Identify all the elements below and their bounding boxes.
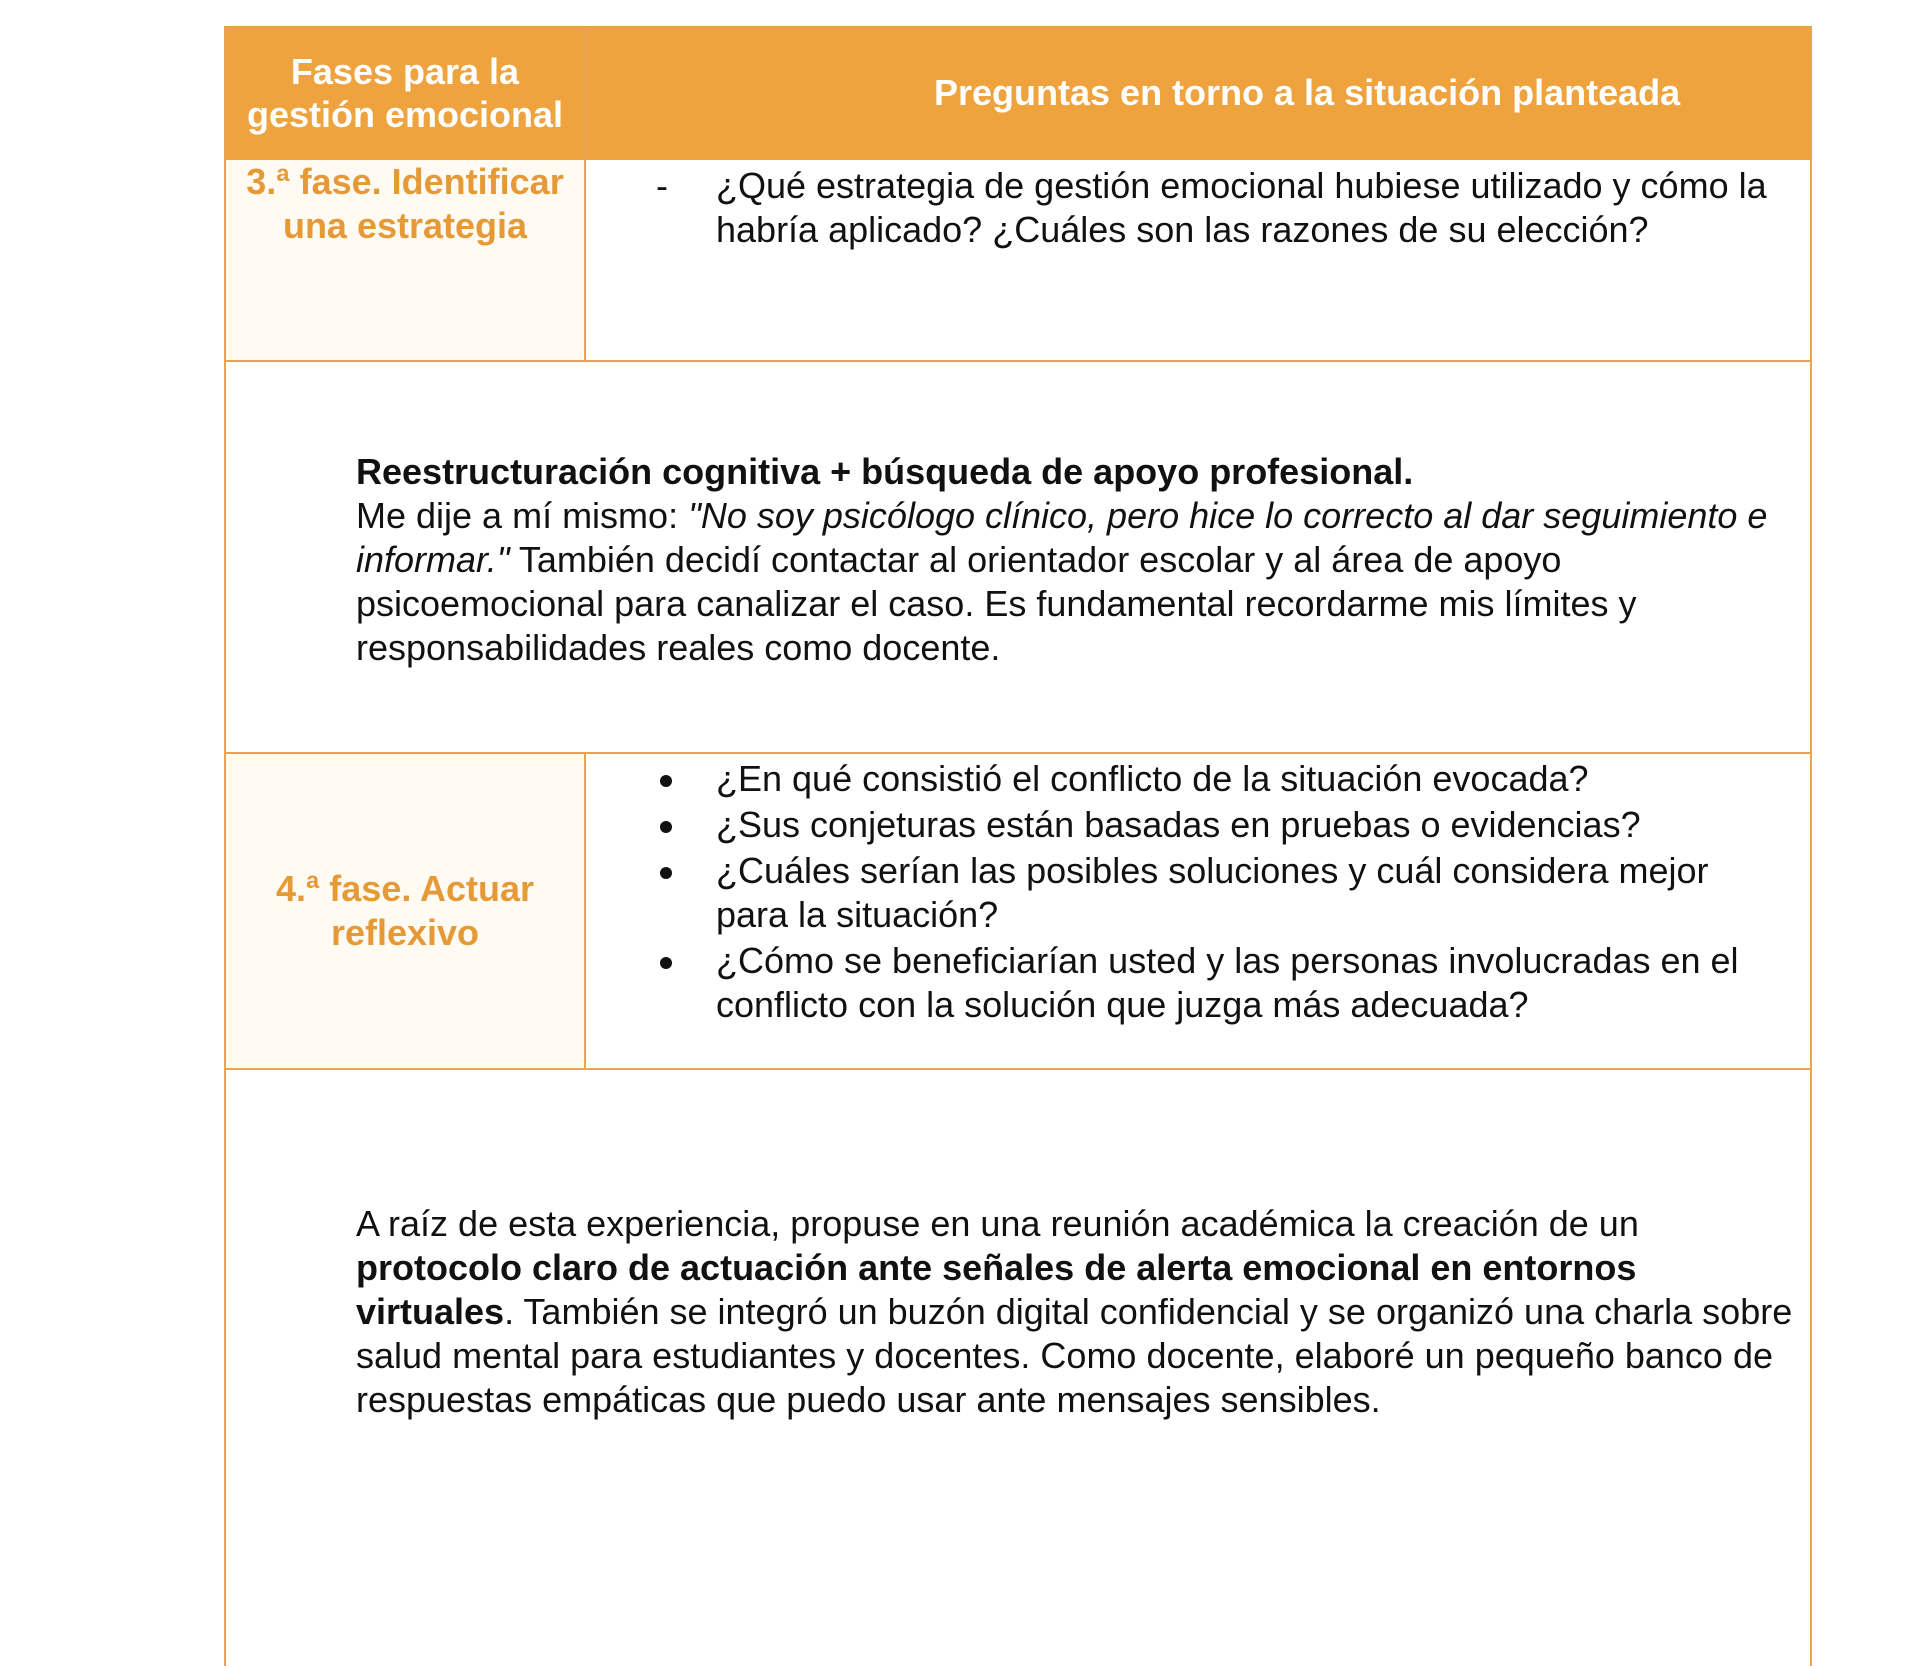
question-text: ¿En qué consistió el conflicto de la situación evocada?	[716, 758, 1589, 799]
answer4-rest: . También se integró un buzón digital confidencial y se organizó una charla sobre salud mental para estudiantes y docentes. Como docente, elaboré un pequeño banco de respuestas empáticas que puedo usar ante mensajes sensibles.	[356, 1291, 1793, 1420]
divider	[226, 360, 1810, 362]
question-text: ¿Sus conjeturas están basadas en pruebas o evidencias?	[716, 804, 1641, 845]
header-phases-cell: Fases para la gestión emocional	[246, 51, 564, 135]
bullet-dot	[660, 775, 672, 787]
answer4-intro: A raíz de esta experiencia, propuse en una reunión académica la creación de un	[356, 1203, 1639, 1244]
bullet-dot	[660, 957, 672, 969]
answer3-title: Reestructuración cognitiva + búsqueda de apoyo profesional.	[356, 451, 1414, 492]
answer4-bold: protocolo claro de actuación ante señales de alerta emocional en entornos virtuales	[356, 1247, 1637, 1332]
bullet-dot	[660, 821, 672, 833]
list-item	[586, 757, 1810, 801]
header-questions-cell: Preguntas en torno a la situación planteada	[934, 72, 1681, 113]
divider	[226, 1068, 1810, 1070]
list-item	[586, 939, 1810, 1027]
phase4-answer	[356, 1202, 1796, 1422]
phase3-question-list	[586, 164, 1810, 252]
bullet-dot	[660, 867, 672, 879]
phase3-questions-cell	[586, 164, 1810, 252]
phase4-cell	[226, 754, 584, 1068]
list-item	[586, 164, 1810, 252]
column-divider	[584, 754, 586, 1070]
phase3-label: 3.ª fase. Identificar una estrategia	[246, 161, 564, 246]
phase4-question-list	[586, 757, 1810, 1027]
dash-bullet: -	[656, 165, 668, 206]
phase4-label: 4.ª fase. Actuar reflexivo	[275, 868, 535, 953]
table-header-row	[226, 26, 1810, 160]
list-item	[586, 803, 1810, 847]
question-text: ¿Qué estrategia de gestión emocional hubiese utilizado y cómo la habría aplicado? ¿Cuáles son las razones de su elección?	[716, 165, 1767, 250]
answer3-intro: Me dije a mí mismo:	[356, 495, 689, 536]
question-text: ¿Cuáles serían las posibles soluciones y cuál considera mejor para la situación?	[716, 850, 1709, 935]
answer3-rest: También decidí contactar al orientador escolar y al área de apoyo psicoemocional para canalizar el caso. Es fundamental recordarme mis límites y responsabilidades reales como docente.	[356, 539, 1637, 668]
column-divider	[584, 26, 586, 360]
phase4-questions-cell	[586, 757, 1810, 1027]
list-item	[586, 849, 1810, 937]
emotional-management-table	[224, 26, 1812, 1666]
question-text: ¿Cómo se beneficiarían usted y las personas involucradas en el conflicto con la solución que juzga más adecuada?	[716, 940, 1739, 1025]
phase3-cell	[226, 160, 584, 362]
answer3-quote: "No soy psicólogo clínico, pero hice lo correcto al dar seguimiento e informar."	[356, 495, 1768, 580]
phase3-answer	[356, 450, 1796, 670]
